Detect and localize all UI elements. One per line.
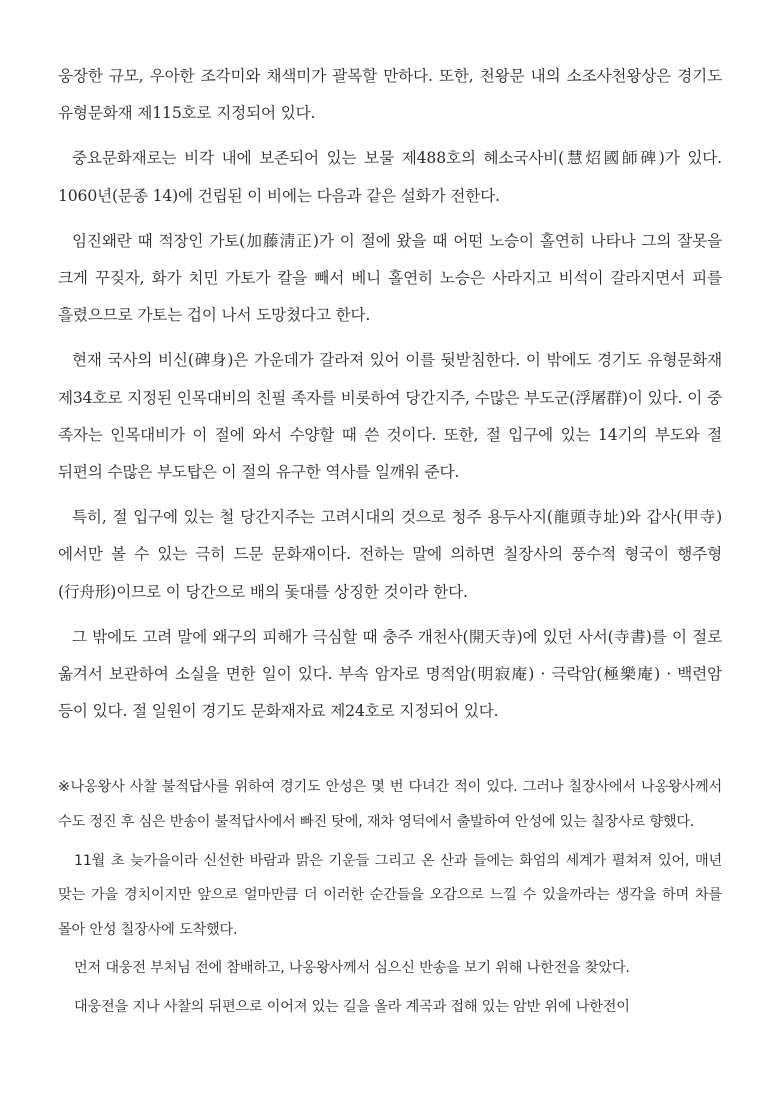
main-paragraph: 웅장한 규모, 우아한 조각미와 채색미가 괄목할 만하다. 또한, 천왕문 내의 소조사천왕상은 경기도 유형문화재 제115호로 지정되어 있다.: [58, 67, 722, 123]
section-spacer: [58, 738, 722, 770]
main-text-section: [58, 58, 722, 730]
main-paragraph: 특히, 절 입구에 있는 철 당간지주는 고려시대의 것으로 청주 용두사지(龍頭寺址)와 갑사(甲寺)에서만 볼 수 있는 극히 드문 문화재이다. 전하는 말에 의하면 칠장사의 풍수적 형국이 행주형(行舟形)이므로 이 당간으로 배의 돛대를 상징한 것이라 한다.: [58, 508, 722, 601]
note-paragraph: 먼저 대웅전 부처님 전에 참배하고, 나옹왕사께서 심으신 반송을 보기 위해 나한전을 찾았다.: [74, 960, 630, 977]
main-paragraph: 현재 국사의 비신(碑身)은 가운데가 갈라져 있어 이를 뒷받침한다. 이 밖에도 경기도 유형문화재 제34호로 지정된 인목대비의 친필 족자를 비롯하여 당간지주, 수많은 부도군(浮屠群)이 있다. 이 중 족자는 인목대비가 이 절에 와서 수양할 때 쓴 것이다. 또한, 절 입구에 있는 14기의 부도와 절 뒤편의 수많은 부도탑은 이 절의 유구한 역사를 일깨워 준다.: [58, 351, 722, 482]
note-paragraph: 11월 초 늦가을이라 신선한 바람과 맑은 기운들 그리고 온 산과 들에는 화엄의 세계가 펼쳐져 있어, 매년 맞는 가을 경치이지만 앞으로 얼마만큼 더 이러한 순간들을 오감으로 느낄 수 있을까라는 생각을 하며 차를 몰아 안성 칠장사에 도착했다.: [58, 852, 722, 938]
main-paragraph: 그 밖에도 고려 말에 왜구의 피해가 극심할 때 충주 개천사(開天寺)에 있던 사서(寺書)를 이 절로 옮겨서 보관하여 소실을 면한 일이 있다. 부속 암자로 명적암(明寂庵) · 극락암(極樂庵) · 백련암 등이 있다. 절 일원이 경기도 문화재자료 제24호로 지정되어 있다.: [58, 627, 722, 721]
main-paragraph: 임진왜란 때 적장인 가토(加藤淸正)가 이 절에 왔을 때 어떤 노승이 홀연히 나타나 그의 잘못을 크게 꾸짖자, 화가 치민 가토가 칼을 빼서 베니 홀연히 노승은 사라지고 비석이 갈라지면서 피를 흘렸으므로 가토는 겁이 나서 도망쳤다고 한다.: [58, 231, 722, 325]
travel-note-section: [58, 770, 722, 1024]
main-paragraph: 중요문화재로는 비각 내에 보존되어 있는 보물 제488호의 혜소국사비(慧炤國師碑)가 있다. 1060년(문종 14)에 건립된 이 비에는 다음과 같은 설화가 전한다.: [58, 149, 722, 205]
note-paragraph: ※나옹왕사 사찰 불적답사를 위하여 경기도 안성은 몇 번 다녀간 적이 있다. 그러나 칠장사에서 나옹왕사께서 수도 정진 후 심은 반송이 불적답사에서 빠진 탓에, 재차 영덕에서 출발하여 안성에 있는 칠장사로 향했다.: [58, 779, 722, 831]
note-paragraph: 대웅전을 지나 사찰의 뒤편으로 이어져 있는 길을 올라 계곡과 접해 있는 암반 위에 나한전이: [74, 999, 630, 1016]
